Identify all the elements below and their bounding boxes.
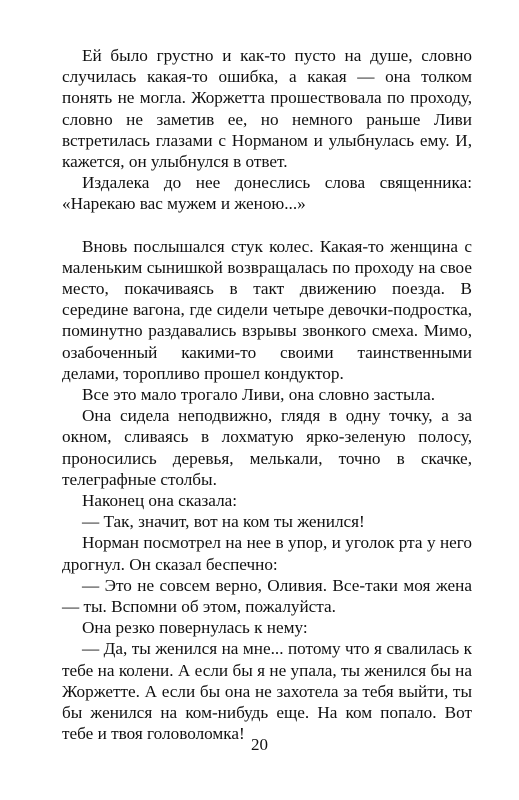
page-number: 20 [251,735,268,754]
paragraph-1: Ей было грустно и как-то пусто на душе, словно случилась какая-то ошибка, а какая — она толком понять не могла. Жоржетта прошествовала по проходу, словно не заметив ее, но немного раньше Ливи встретилась глазами с Норманом и улыбнулась ему. И, кажется, он улыбнулся в ответ. [62,46,472,172]
paragraph-8: Норман посмотрел на нее в упор, и уголок рта у него дрогнул. Он сказал беспечно: [62,533,472,574]
paragraph-4: Все это мало трогало Ливи, она словно застыла. [82,385,436,405]
paragraph-9: — Это не совсем верно, Оливия. Все-таки моя жена — ты. Вспомни об этом, пожалуйста. [62,575,472,617]
page-body [62,45,472,745]
paragraph-10: Она резко повернулась к нему: [82,618,308,638]
paragraph-11: — Да, ты женился на мне... потому что я свалилась к тебе на колени. А если бы я не упала, ты женился бы на Жоржетте. А если бы она не захотела за тебя выйти, ты бы женился на ком-нибудь еще. На ком попало. Вот тебе и твоя головоломка! [62,639,472,744]
paragraph-2: Издалека до нее донеслись слова священника: «Нарекаю вас мужем и женою...» [62,173,472,214]
paragraph-7: — Так, значит, вот на ком ты женился! [82,512,365,532]
paragraph-5: Она сидела неподвижно, глядя в одну точку, а за окном, сливаясь в лохматую ярко-зеленую полосу, проносились деревья, мелькали, точно в скачке, телеграфные столбы. [62,406,472,489]
paragraph-3: Вновь послышался стук колес. Какая-то женщина с маленьким сынишкой возвращалась по проходу на свое место, покачиваясь в такт движению поезда. В середине вагона, где сидели четыре девочки-подростка, поминутно раздавались взрывы звонкого смеха. Мимо, озабоченный какими-то своими таинственными делами, торопливо прошел кондуктор. [62,236,472,383]
paragraph-6: Наконец она сказала: [82,491,238,511]
